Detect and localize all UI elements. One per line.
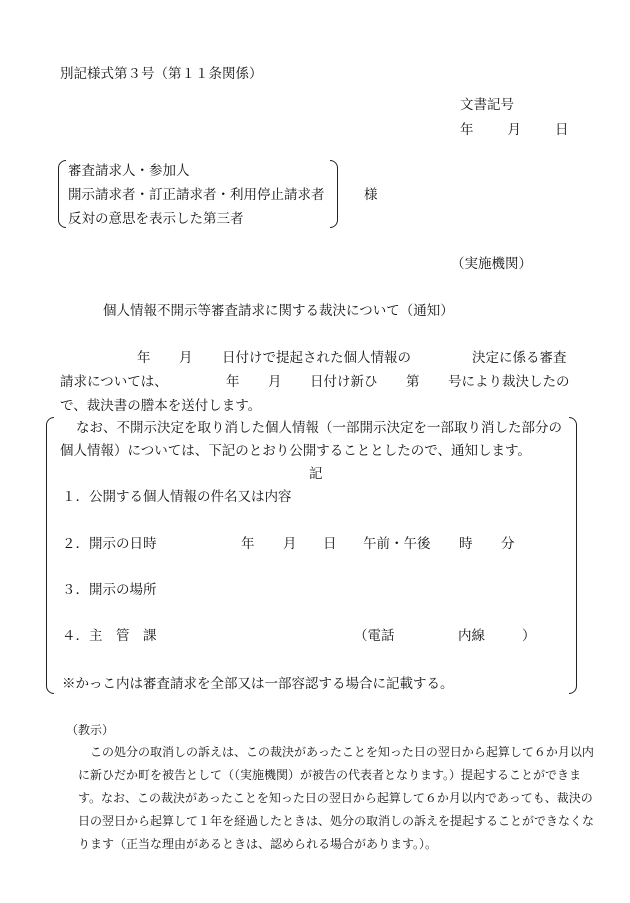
addressee-bracket-right	[330, 160, 338, 228]
body-line2-year: 年	[226, 374, 240, 390]
document-number: 文書記号	[460, 97, 514, 113]
notice-item-2-day: 日	[323, 536, 337, 552]
notice-footnote: ※かっこ内は審査請求を全部又は一部容認する場合に記載する。	[62, 676, 454, 692]
notice-bracket-right	[569, 417, 577, 694]
addressee-honorific: 様	[364, 187, 378, 203]
notice-item-2-label: ２．開示の日時	[62, 536, 157, 552]
notice-item-4-close: ）	[522, 628, 536, 644]
document-title: 個人情報不開示等審査請求に関する裁決について（通知）	[103, 303, 454, 319]
instruction-heading: （教示）	[66, 723, 115, 737]
notice-item-2-year: 年	[241, 536, 255, 552]
body-line2-no: 第	[406, 374, 420, 390]
instruction-line-2: に新ひだか町を被告として（（実施機関）が被告の代表者となります。）提起することができま	[78, 768, 582, 782]
notice-item-2-hour: 時	[459, 536, 473, 552]
notice-item-2-month: 月	[283, 536, 297, 552]
notice-bracket-left	[46, 417, 54, 694]
body-line2-month: 月	[268, 374, 282, 390]
addressee-bracket-left	[58, 160, 66, 228]
body-day-text: 日付けで提起された個人情報の	[222, 350, 411, 366]
body-year: 年	[137, 350, 151, 366]
date-line	[460, 124, 569, 138]
date-day: 日	[555, 122, 569, 138]
instruction-line-1: この処分の取消しの訴えは、この裁決があったことを知った日の翌日から起算して６か月以内	[90, 745, 594, 759]
body-line2-start: 請求については、	[60, 374, 168, 390]
notice-line-1: なお、不開示決定を取り消した個人情報（一部開示決定を一部取り消した部分の	[76, 420, 562, 436]
date-year: 年	[460, 122, 474, 138]
addressee-line-3: 反対の意思を表示した第三者	[68, 211, 244, 227]
notice-line-2: 個人情報）については、下記のとおり公開することとしたので、通知します。	[60, 443, 531, 459]
issuing-agency: （実施機関）	[451, 256, 532, 272]
instruction-line-4: 日の翌日から起算して１年を経過したときは、処分の取消しの訴えを提起することができなくな	[78, 814, 595, 828]
notice-item-4-label: ４．主 管 課	[62, 628, 157, 644]
notice-item-1: １．公開する個人情報の件名又は内容	[62, 489, 292, 505]
form-number: 別記様式第３号（第１１条関係）	[60, 66, 263, 82]
notice-item-3: ３．開示の場所	[62, 582, 157, 598]
body-line2-day-text: 日付け新ひ	[310, 374, 378, 390]
addressee-line-2: 開示請求者・訂正請求者・利用停止請求者	[68, 187, 325, 203]
addressee-line-1: 審査請求人・参加人	[68, 163, 190, 179]
notice-item-2-ampm: 午前・午後	[363, 536, 431, 552]
body-decision-text: 決定に係る審査	[472, 350, 567, 366]
body-line3: で、裁決書の謄本を送付します。	[60, 398, 262, 414]
body-month: 月	[179, 350, 193, 366]
notice-item-2-minute: 分	[501, 536, 515, 552]
notice-item-4-extension: 内線	[458, 628, 485, 644]
date-month: 月	[507, 122, 521, 138]
body-line2-end: 号により裁決したの	[448, 374, 570, 390]
notice-item-4-phone: （電話	[354, 628, 395, 644]
instruction-line-5: ります（正当な理由があるときは、認められる場合があります。）。	[78, 837, 438, 851]
instruction-line-3: す。なお、この裁決があったことを知った日の翌日から起算して６か月以内であっても、裁決の	[78, 791, 593, 805]
notice-ki: 記	[309, 466, 323, 482]
